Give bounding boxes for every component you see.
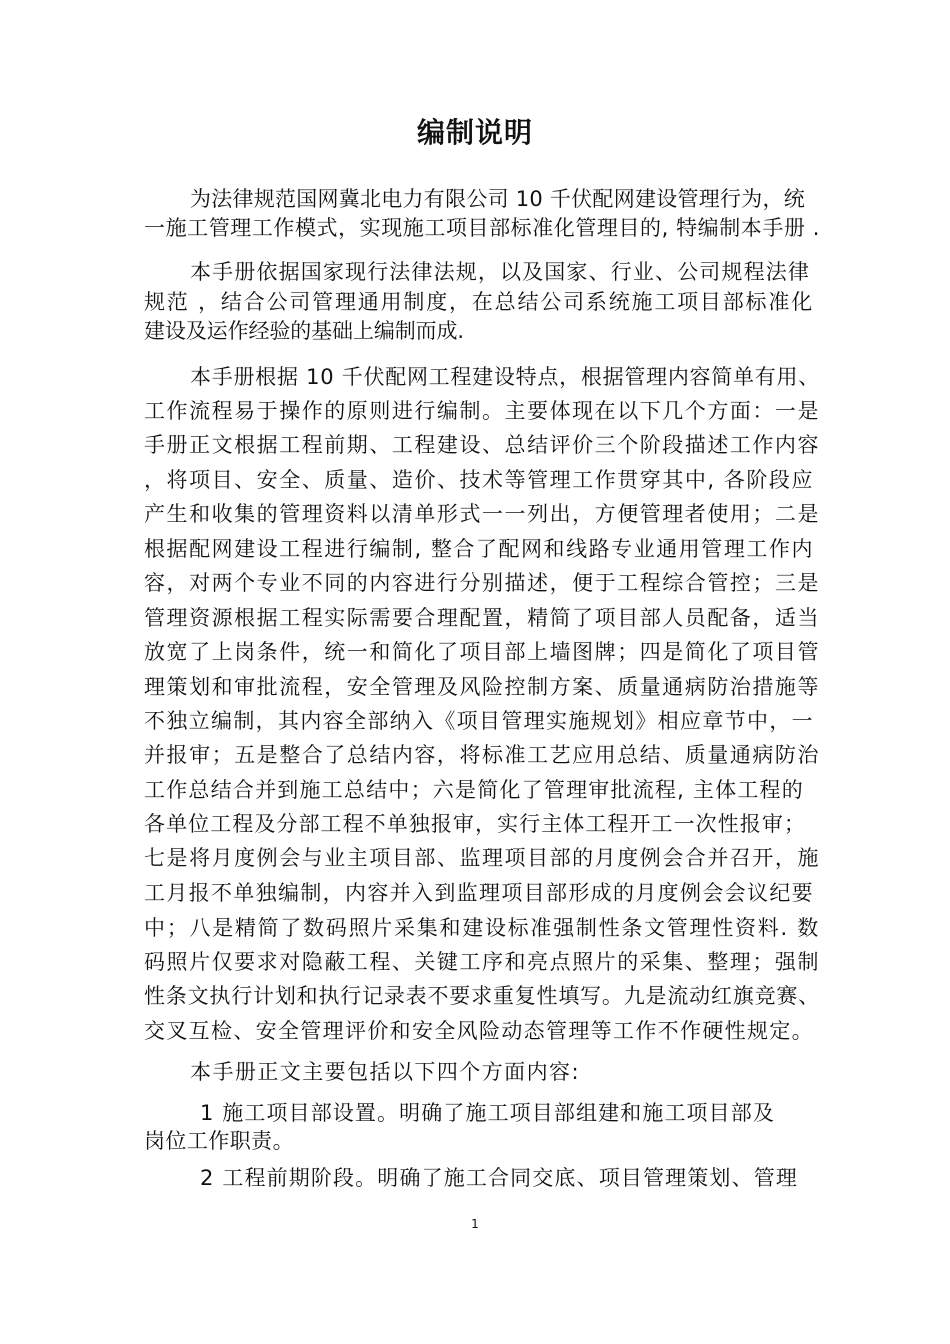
- text-line: 性条文执行计划和执行记录表不要求重复性填写。九是流动红旗竞赛、: [144, 984, 820, 1008]
- text-line: 本手册依据国家现行法律法规，以及国家、行业、公司规程法律: [190, 260, 810, 284]
- text-line: 2 工程前期阶段。明确了施工合同交底、项目管理策划、管理: [200, 1166, 798, 1190]
- text-line: 码照片仅要求对隐蔽工程、关键工序和亮点照片的采集、整理；强制: [144, 950, 820, 974]
- text-line: 中；八是精简了数码照片采集和建设标准强制性条文管理性资料. 数: [144, 916, 820, 940]
- document-title: 编制说明: [416, 116, 533, 149]
- text-line: 岗位工作职责。: [144, 1129, 294, 1153]
- text-line: 管理资源根据工程实际需要合理配置，精简了项目部人员配备，适当: [144, 606, 820, 630]
- text-line: ，将项目、安全、质量、造价、技术等管理工作贯穿其中, 各阶段应: [144, 468, 814, 492]
- text-line: 放宽了上岗条件，统一和简化了项目部上墙图牌；四是简化了项目管: [144, 640, 820, 664]
- page-number: 1: [471, 1217, 479, 1231]
- text-line: 为法律规范国网冀北电力有限公司 10 千伏配网建设管理行为，统: [190, 187, 805, 211]
- text-line: 七是将月度例会与业主项目部、监理项目部的月度例会合并召开，施: [144, 846, 820, 870]
- text-line: 并报审；五是整合了总结内容，将标准工艺应用总结、质量通病防治: [144, 743, 820, 767]
- text-line: 建设及运作经验的基础上编制而成.: [144, 319, 464, 343]
- text-line: 不独立编制，其内容全部纳入《项目管理实施规划》相应章节中，一: [144, 709, 814, 733]
- text-line: 本手册正文主要包括以下四个方面内容:: [190, 1060, 580, 1084]
- text-line: 容，对两个专业不同的内容进行分别描述，便于工程综合管控；三是: [144, 571, 820, 595]
- text-line: 产生和收集的管理资料以清单形式一一列出，方便管理者使用；二是: [144, 502, 820, 526]
- text-line: 一施工管理工作模式，实现施工项目部标准化管理目的, 特编制本手册 .: [144, 216, 820, 240]
- text-line: 工作总结合并到施工总结中；六是简化了管理审批流程, 主体工程的: [144, 778, 804, 802]
- text-line: 各单位工程及分部工程不单独报审，实行主体工程开工一次性报审；: [144, 812, 806, 836]
- text-line: 工作流程易于操作的原则进行编制。主要体现在以下几个方面：一是: [144, 399, 820, 423]
- text-line: 1 施工项目部设置。明确了施工项目部组建和施工项目部及: [200, 1101, 775, 1125]
- text-line: 理策划和审批流程，安全管理及风险控制方案、质量通病防治措施等: [144, 675, 820, 699]
- text-line: 根据配网建设工程进行编制, 整合了配网和线路专业通用管理工作内: [144, 537, 814, 561]
- text-line: 手册正文根据工程前期、工程建设、总结评价三个阶段描述工作内容: [144, 433, 820, 457]
- text-line: 工月报不单独编制，内容并入到监理项目部形成的月度例会会议纪要: [144, 881, 814, 905]
- text-line: 本手册根据 10 千伏配网工程建设特点，根据管理内容简单有用、: [190, 365, 820, 389]
- text-line: 交叉互检、安全管理评价和安全风险动态管理等工作不作硬性规定。: [144, 1019, 814, 1043]
- text-line: 规范 ，结合公司管理通用制度，在总结公司系统施工项目部标准化: [144, 290, 814, 314]
